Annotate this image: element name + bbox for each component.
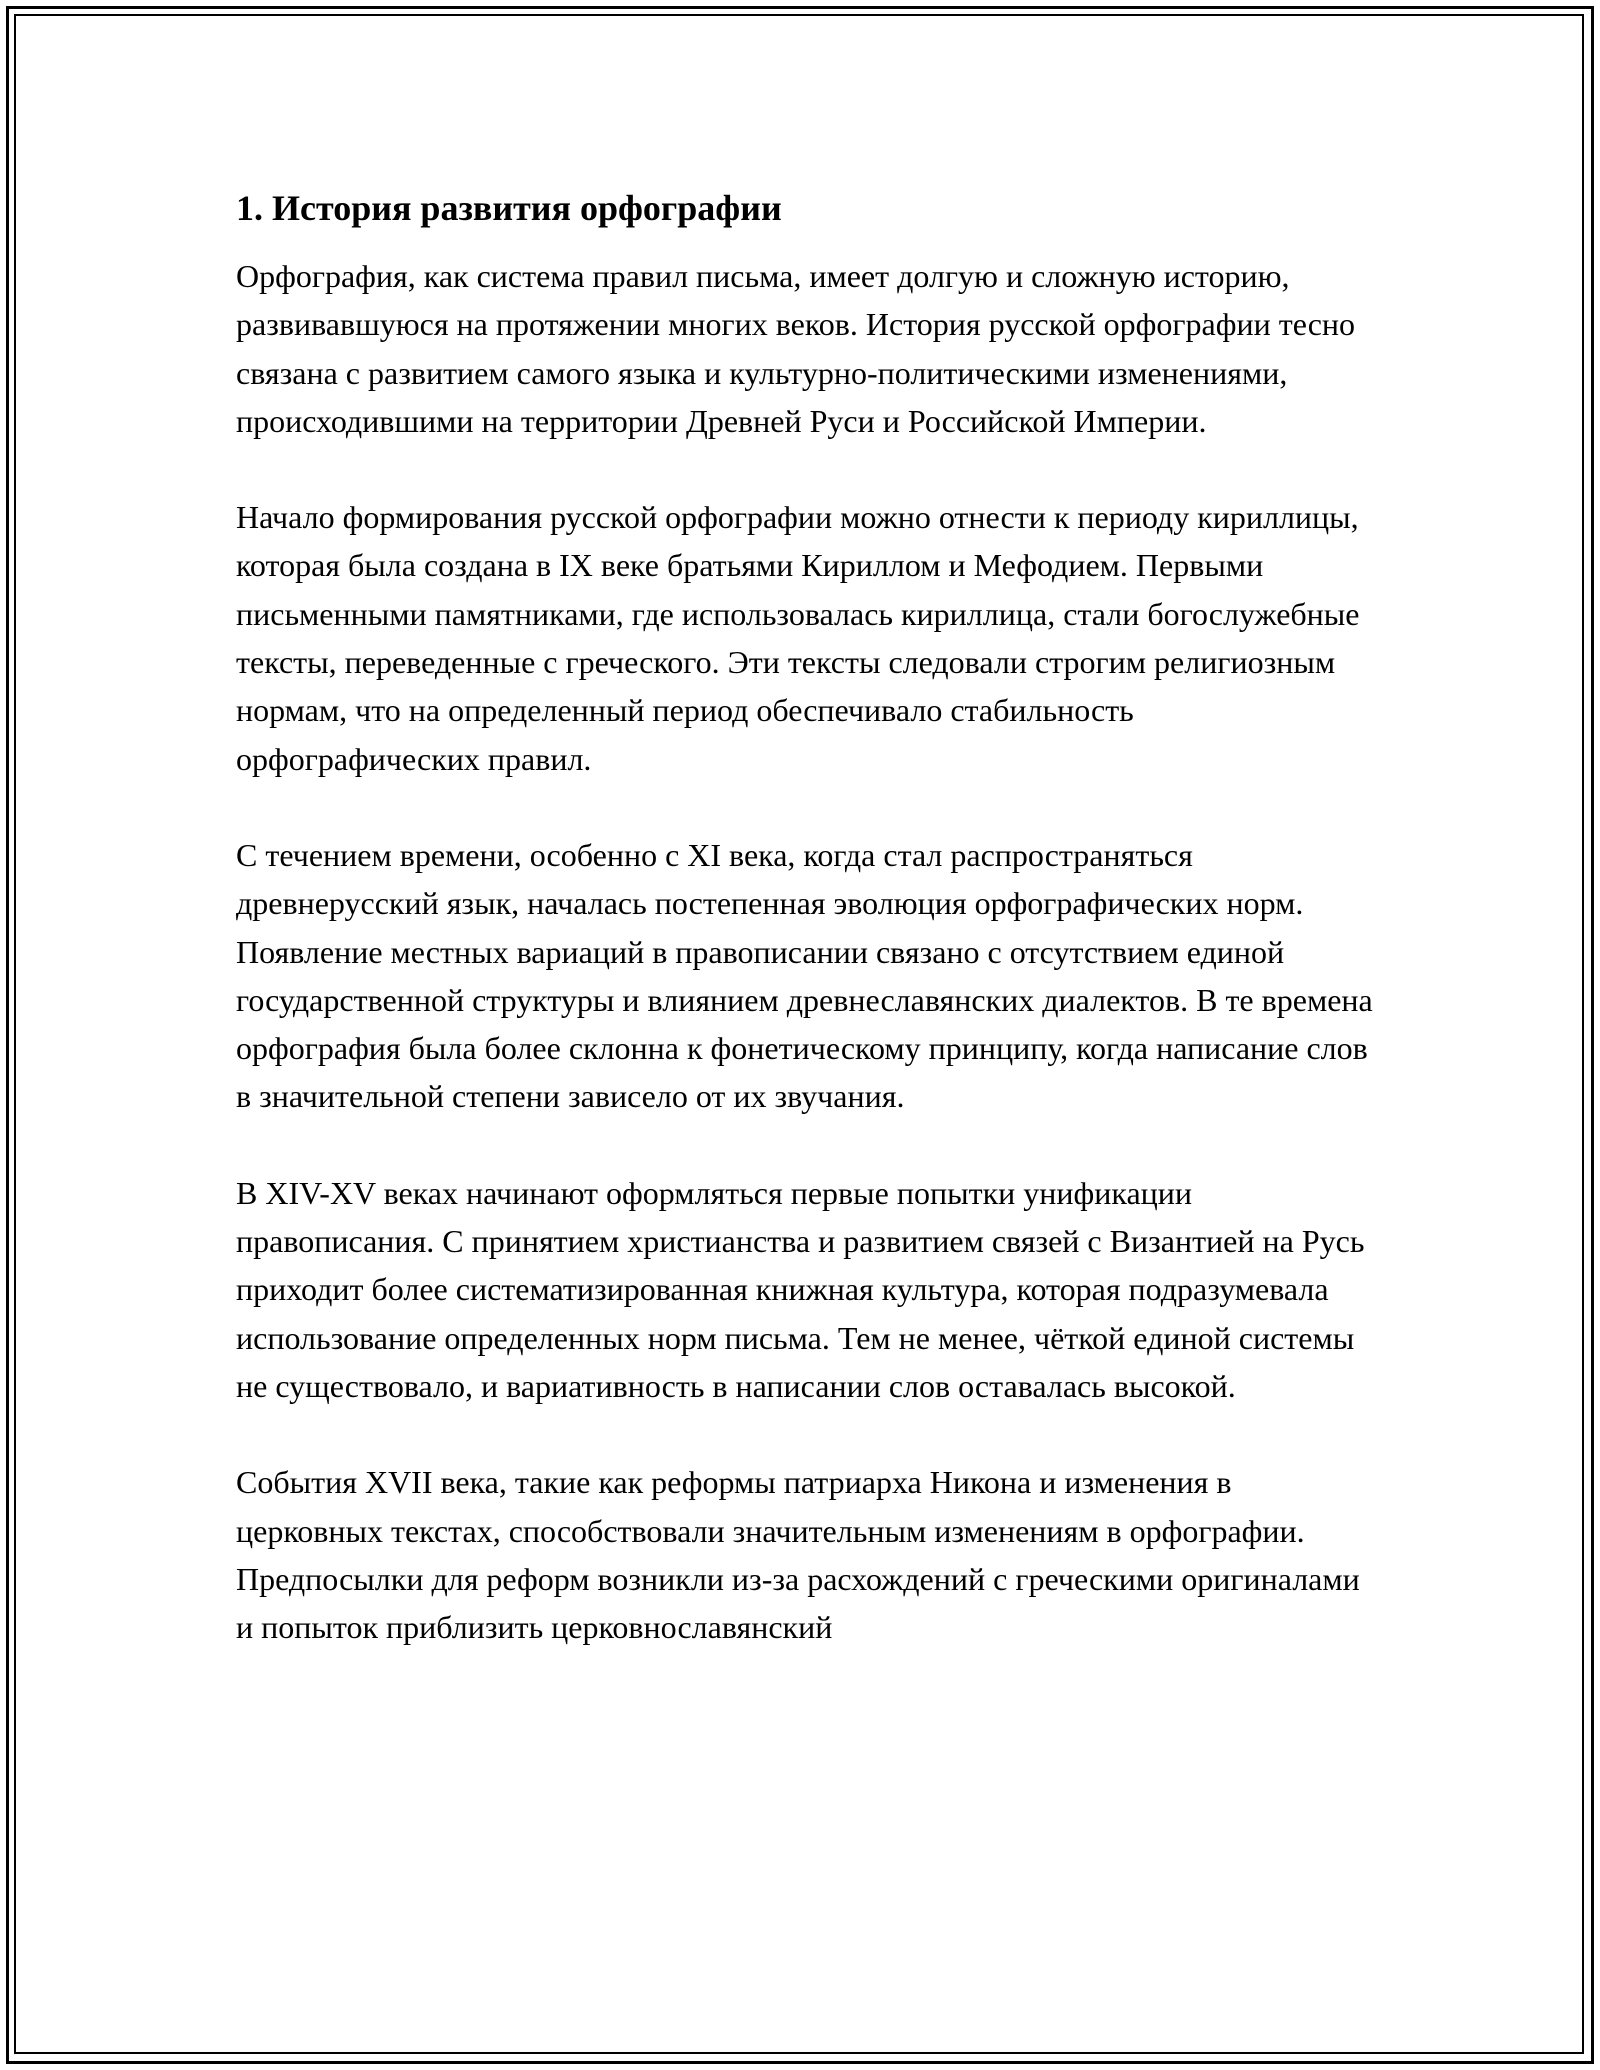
paragraph-cyrillic-origins: Начало формирования русской орфографии можно отнести к периоду кириллицы, которая была создана в IX веке братьями Кириллом и Мефодием. Первыми письменными памятниками, где использовалась кириллица, стали богослужебные тексты, переведенные с греческого. Эти тексты следовали строгим религиозным нормам, что на определенный период обеспечивало стабильность орфографических правил. — [236, 499, 1360, 777]
paragraph-14-15th-century: В XIV-XV веках начинают оформляться первые попытки унификации правописания. С принятием христианства и развитием связей с Византией на Русь приходит более систематизированная книжная культура, которая подразумевала использование определенных норм письма. Тем не менее, чёткой единой системы не существовало, и вариативность в написании слов оставалась высокой. — [236, 1174, 1365, 1404]
paragraph-intro: Орфография, как система правил письма, имеет долгую и сложную историю, развивавшуюся на протяжении многих веков. История русской орфографии тесно связана с развитием самого языка и культурно-политическими изменениями, происходившими на территории Древней Руси и Российской Империи. — [236, 258, 1356, 439]
document-body — [236, 186, 1376, 1651]
paragraph-11th-century: С течением времени, особенно с XI века, когда стал распространяться древнерусский язык, началась постепенная эволюция орфографических норм. Появление местных вариаций в правописании связано с отсутствием единой государственной структуры и влиянием древнеславянских диалектов. В те времена орфография была более склонна к фонетическому принципу, когда написание слов в значительной степени зависело от их звучания. — [236, 836, 1373, 1115]
section-heading: 1. История развития орфографии — [236, 188, 782, 228]
paragraph-17th-century: События XVII века, такие как реформы патриарха Никона и изменения в церковных текстах, способствовали значительным изменениям в орфографии. Предпосылки для реформ возникли из-за расхождений с греческими оригиналами и попыток приблизить церковнославянский — [236, 1464, 1360, 1646]
